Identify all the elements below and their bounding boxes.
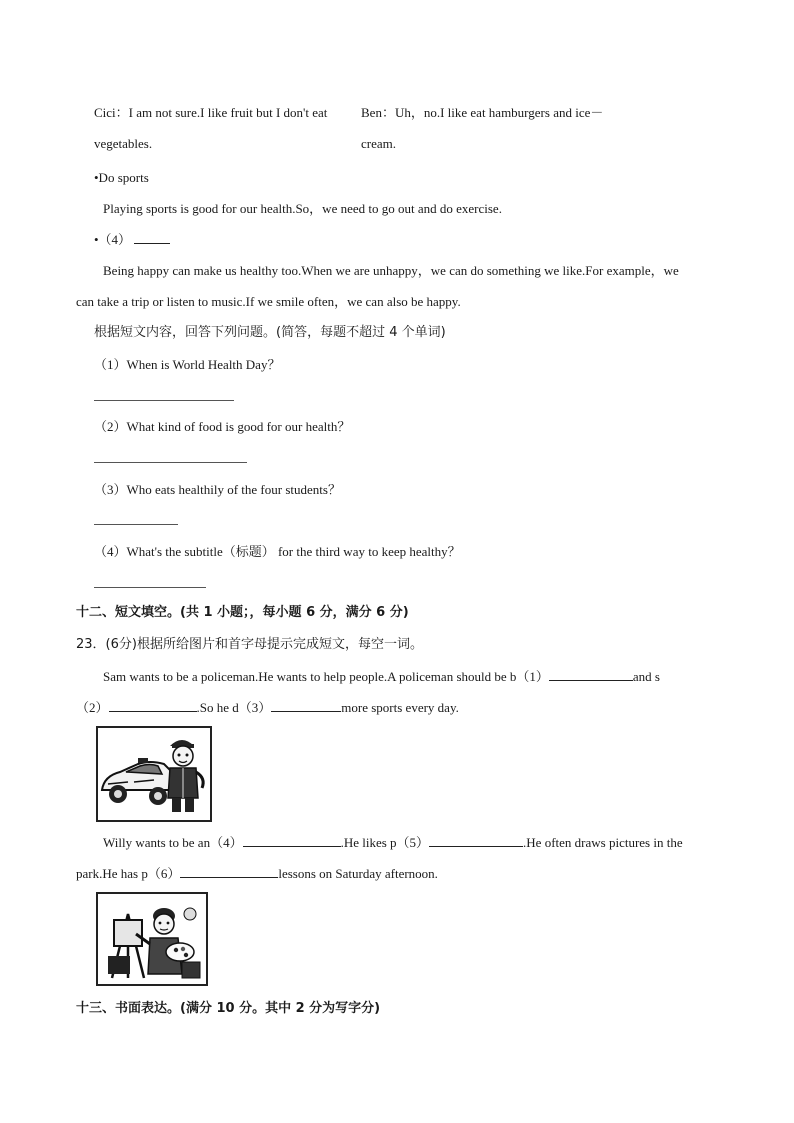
p2-text-c: .He often draws pictures in the (523, 835, 683, 850)
p2-text-e: lessons on Saturday afternoon. (278, 866, 438, 881)
p1-text-d: .So he d（3） (196, 700, 272, 715)
section-4-text-line2: can take a trip or listen to music.If we smile often，we can also be happy. (76, 294, 461, 309)
p1-text-a: Sam wants to be a policeman.He wants to help people.A policeman should be b（1） (103, 669, 549, 684)
answer-line-1[interactable] (94, 400, 234, 401)
reading-instruction: 根据短文内容，回答下列问题。(简答，每题不超过 4 个单词) (94, 325, 446, 340)
artist-picture (96, 892, 208, 986)
subtitle-blank[interactable] (134, 231, 170, 244)
dialogue-cici-line1: Cici：I am not sure.I like fruit but I don't eat (94, 105, 328, 120)
paragraph-2-line1 (103, 834, 683, 852)
dialogue-ben-line1: Ben：Uh，no.I like eat hamburgers and ice－ (361, 105, 604, 120)
section-12-heading: 十二、短文填空。(共 1 小题；，每小题 6 分，满分 6 分) (76, 605, 409, 620)
blank-2[interactable] (109, 699, 197, 712)
policeman-picture (96, 726, 212, 822)
dialogue-ben-line2: cream. (361, 136, 397, 151)
question-2: （2）What kind of food is good for our health？ (94, 419, 351, 434)
paragraph-1-line2 (76, 699, 459, 717)
question-4: （4）What's the subtitle（标题） for the third way to keep healthy？ (94, 544, 461, 559)
section-4-prefix: •（4） (94, 232, 132, 247)
p1-text-c: （2） (76, 700, 109, 715)
question-1: （1）When is World Health Day？ (94, 357, 281, 372)
p1-text-b: and s (632, 669, 660, 684)
p1-text-e: more sports every day. (341, 700, 459, 715)
blank-4[interactable] (243, 834, 341, 847)
blank-1[interactable] (549, 668, 633, 681)
answer-line-4[interactable] (94, 587, 206, 588)
p2-text-b: .He likes p（5） (340, 835, 430, 850)
p2-text-a: Willy wants to be an（4） (103, 835, 243, 850)
paragraph-1-line1 (103, 668, 660, 686)
answer-line-2[interactable] (94, 462, 247, 463)
blank-5[interactable] (429, 834, 523, 847)
blank-3[interactable] (271, 699, 341, 712)
section-4-text-line1: Being happy can make us healthy too.When we are unhappy，we can do something we like.For example，we (103, 263, 679, 278)
section-heading-do-sports: •Do sports (94, 170, 149, 185)
p2-text-d: park.He has p（6） (76, 866, 181, 881)
dialogue-cici-line2: vegetables. (94, 136, 153, 151)
question-3: （3）Who eats healthily of the four students？ (94, 482, 341, 497)
answer-line-3[interactable] (94, 524, 178, 525)
section-heading-4 (94, 231, 170, 249)
do-sports-text: Playing sports is good for our health.So，we need to go out and do exercise. (103, 201, 502, 216)
paragraph-2-line2 (76, 865, 438, 883)
blank-6[interactable] (180, 865, 278, 878)
section-13-heading: 十三、书面表达。(满分 10 分。其中 2 分为写字分) (76, 1001, 381, 1016)
question-23-intro: 23．(6分)根据所给图片和首字母提示完成短文，每空一词。 (76, 637, 423, 652)
